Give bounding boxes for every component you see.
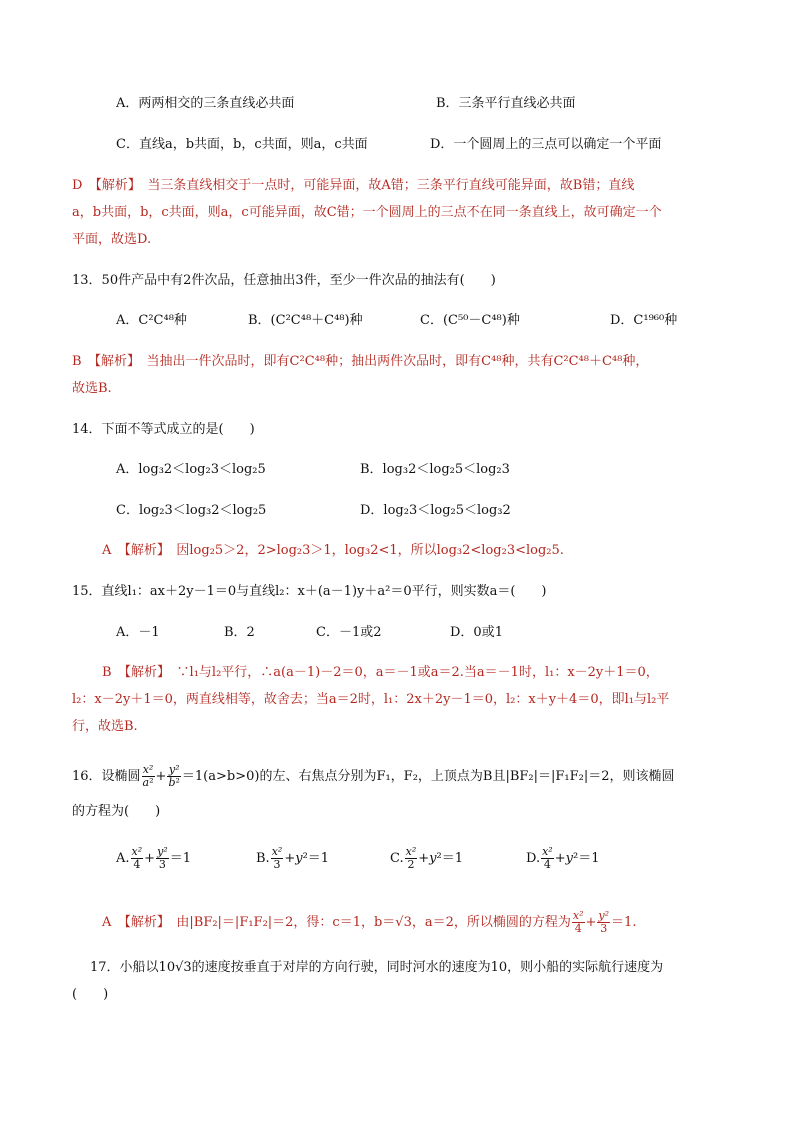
q15-option-b: B．2 (224, 625, 255, 640)
q13-stem: 13．50件产品中有2件次品，任意抽出3件，至少一件次品的抽法有( ) (72, 273, 496, 288)
q12-option-d: D．一个圆周上的三点可以确定一个平面 (430, 137, 662, 152)
q14-answer: A 【解析】 因log₂5＞2，2>log₂3＞1，log₃2<1，所以log₃2<log₂3<log₂5. (102, 543, 564, 558)
q16-answer: A 【解析】 由|BF₂|＝|F₁F₂|＝2，得：c＝1，b＝√3，a＝2，所以椭圆的方程为 $\frac{\text{x²}}{4}$ + $\frac{\text{y²}}{3}$ ＝1. (102, 909, 637, 935)
q16-option-a: A. $\frac{\text{x²}}{4}$ + $\frac{\text{y²}}{3}$ ＝1 (116, 845, 191, 871)
x2-over-a2-fraction: $\frac{\text{x²}}{\text{a²}}$ (142, 763, 154, 789)
q14-stem: 14．下面不等式成立的是( ) (72, 422, 255, 437)
q12-option-a: A．两两相交的三条直线必共面 (116, 96, 295, 111)
q12-answer-line-3: 平面，故选D. (72, 232, 152, 247)
q13-option-a: A．C²C⁴⁸种 (116, 313, 187, 328)
q15-answer-line-3: 行，故选B. (72, 719, 138, 734)
q16-stem-c: 的方程为( ) (72, 804, 161, 819)
q12-option-c: C．直线a，b共面，b，c共面，则a，c共面 (116, 137, 368, 152)
q13-option-b: B．(C²C⁴⁸＋C⁴⁸)种 (248, 313, 363, 328)
q15-answer-line-2: l₂：x－2y＋1＝0，两直线相等，故舍去；当a＝2时，l₁：2x＋2y－1＝0，l₂：x＋y＋4＝0，即l₁与l₂平 (72, 692, 670, 707)
q16-option-b: B. $\frac{\text{x²}}{3}$ +y²＝1 (256, 845, 330, 871)
q16-stem-line-1: 16．设椭圆 $\frac{\text{x²}}{\text{a²}}$ + $\frac{\text{y²}}{\text{b²}}$ ＝1(a>b>0)的左、右焦点分别为F₁，F₂，上顶点为B且|BF₂|＝|F₁F₂|＝2，则该椭圆 (72, 763, 675, 789)
q13-answer-line-2: 故选B. (72, 381, 112, 396)
q14-option-a: A．log₃2＜log₂3＜log₂5 (116, 462, 266, 477)
q13-option-d: D．C¹⁹⁶⁰种 (610, 313, 678, 328)
q14-option-d: D．log₂3＜log₂5＜log₃2 (360, 503, 511, 518)
y2-over-b2-fraction: $\frac{\text{y²}}{\text{b²}}$ (168, 763, 180, 789)
q15-option-d: D．0或1 (450, 625, 503, 640)
q16-option-d: D. $\frac{\text{x²}}{4}$ +y²＝1 (526, 845, 600, 871)
q12-option-b: B．三条平行直线必共面 (436, 96, 576, 111)
q15-answer-line-1: B 【解析】 ∵l₁与l₂平行，∴a(a－1)－2＝0，a＝－1或a＝2.当a＝－1时，l₁：x－2y＋1＝0， (102, 665, 659, 680)
q16-stem-b: ＝1(a>b>0)的左、右焦点分别为F₁，F₂，上顶点为B且|BF₂|＝|F₁F₂|＝2，则该椭圆 (181, 769, 675, 784)
q14-option-c: C．log₂3＜log₃2＜log₂5 (116, 503, 267, 518)
q15-stem: 15．直线l₁：ax＋2y－1＝0与直线l₂：x＋(a－1)y＋a²＝0平行，则实数a＝( ) (72, 584, 547, 599)
q14-option-b: B．log₃2＜log₂5＜log₂3 (360, 462, 510, 477)
q16-option-c: C. $\frac{\text{x²}}{2}$ +y²＝1 (390, 845, 463, 871)
q16-stem-a: 16．设椭圆 (72, 769, 141, 784)
q13-answer-line-1: B 【解析】 当抽出一件次品时，即有C²C⁴⁸种；抽出两件次品时，即有C⁴⁸种，共有C²C⁴⁸＋C⁴⁸种， (72, 354, 649, 369)
q17-stem-line-2: ( ) (72, 987, 109, 1002)
q15-option-c: C．－1或2 (316, 625, 382, 640)
q17-stem-line-1: 17．小船以10√3的速度按垂直于对岸的方向行驶，同时河水的速度为10，则小船的实际航行速度为 (90, 960, 664, 975)
q13-option-c: C．(C⁵⁰－C⁴⁸)种 (420, 313, 520, 328)
q15-option-a: A．－1 (116, 625, 160, 640)
q12-answer-line-1: D 【解析】 当三条直线相交于一点时，可能异面，故A错；三条平行直线可能异面，故B错；直线 (72, 178, 635, 193)
q12-answer-line-2: a，b共面，b，c共面，则a，c可能异面，故C错；一个圆周上的三点不在同一条直线上，故可确定一个 (72, 205, 662, 220)
